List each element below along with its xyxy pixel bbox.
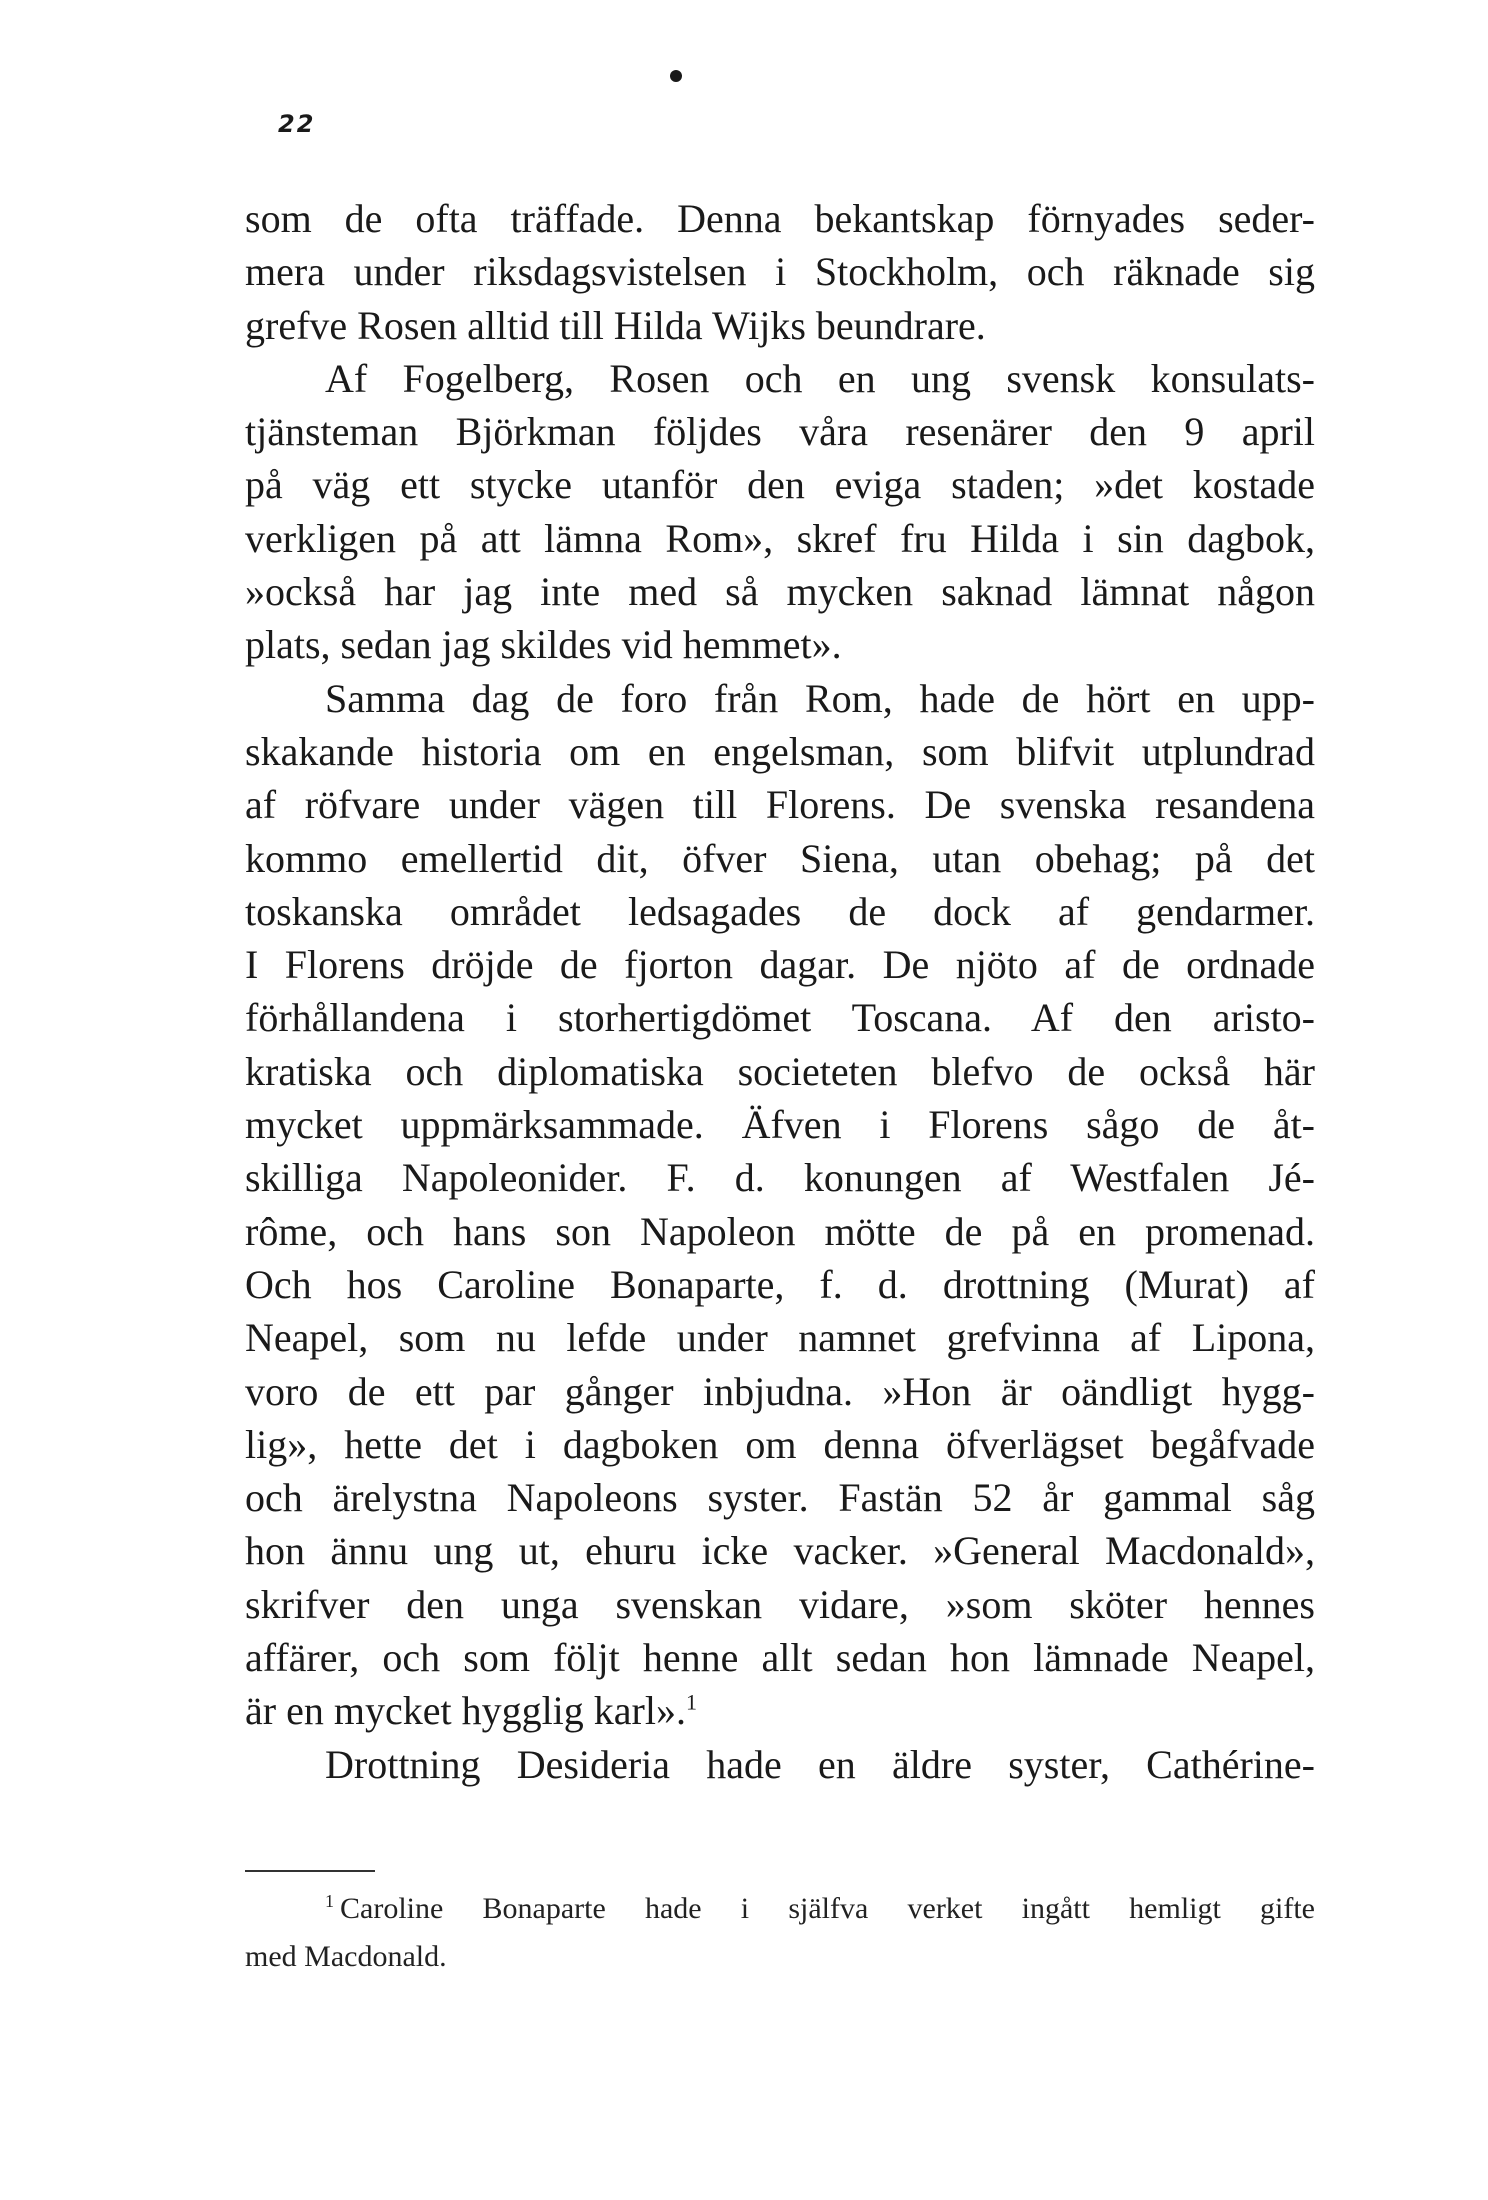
text-line: I Florens dröjde de fjorton dagar. De njöto af de ordnade <box>245 942 1315 988</box>
text-line: kratiska och diplomatiska societeten blefvo de också här <box>245 1048 1315 1094</box>
text-line: toskanska området ledsagades de dock af gendarmer. <box>245 888 1315 934</box>
ink-dot <box>670 70 682 82</box>
text-line: mycket uppmärksammade. Äfven i Florens sågo de åt- <box>245 1102 1315 1148</box>
footnote-reference: 1 <box>685 1689 697 1715</box>
text-line-content: är en mycket hygglig karl». <box>245 1688 686 1734</box>
text-line: som de ofta träffade. Denna bekantskap förnyades seder- <box>245 196 1315 241</box>
footnote-divider <box>245 1870 375 1872</box>
text-line: Af Fogelberg, Rosen och en ung svensk konsulats- <box>325 355 1315 401</box>
text-line: skilliga Napoleonider. F. d. konungen af Westfalen Jé- <box>245 1155 1315 1201</box>
text-line: affärer, och som följt henne allt sedan hon lämnade Neapel, <box>245 1635 1315 1681</box>
text-line: Och hos Caroline Bonaparte, f. d. drottning (Murat) af <box>245 1261 1315 1307</box>
text-line: Drottning Desideria hade en äldre syster, Cathérine- <box>325 1741 1315 1787</box>
text-line: rôme, och hans son Napoleon mötte de på en promenad. <box>245 1208 1315 1254</box>
page-number: 22 <box>278 110 316 138</box>
text-line: lig», hette det i dagboken om denna öfverlägset begåfvade <box>245 1421 1315 1467</box>
text-line: tjänsteman Björkman följdes våra resenärer den 9 april <box>245 409 1315 455</box>
text-line: och ärelystna Napoleons syster. Fastän 52 år gammal såg <box>245 1475 1315 1521</box>
footnote-line <box>245 1885 1315 1933</box>
text-line: mera under riksdagsvistelsen i Stockholm, och räknade sig <box>245 249 1315 295</box>
text-line: skakande historia om en engelsman, som blifvit utplundrad <box>245 728 1315 774</box>
text-line-with-footnote-ref <box>245 1684 1315 1737</box>
footnote <box>245 1885 1315 1981</box>
text-line: verkligen på att lämna Rom», skref fru Hilda i sin dagbok, <box>245 515 1315 561</box>
text-line: voro de ett par gånger inbjudna. »Hon är oändligt hygg- <box>245 1368 1315 1414</box>
body-text <box>245 192 1315 1791</box>
text-line: plats, sedan jag skildes vid hemmet». <box>245 622 842 668</box>
footnote-text: Caroline Bonaparte hade i själfva verket ingått hemligt gifte <box>340 1892 1315 1925</box>
text-line: kommo emellertid dit, öfver Siena, utan obehag; på det <box>245 835 1315 881</box>
text-line: på väg ett stycke utanför den eviga staden; »det kostade <box>245 462 1315 508</box>
text-line: hon ännu ung ut, ehuru icke vacker. »General Macdonald», <box>245 1528 1315 1574</box>
text-line: Samma dag de foro från Rom, hade de hört en upp- <box>325 675 1315 721</box>
text-line: förhållandena i storhertigdömet Toscana. Af den aristo- <box>245 995 1315 1041</box>
text-line: »också har jag inte med så mycken saknad lämnat någon <box>245 569 1315 615</box>
text-line: Neapel, som nu lefde under namnet grefvinna af Lipona, <box>245 1315 1315 1361</box>
text-line: af röfvare under vägen till Florens. De svenska resandena <box>245 782 1315 828</box>
text-line: skrifver den unga svenskan vidare, »som sköter hennes <box>245 1581 1315 1627</box>
text-line: grefve Rosen alltid till Hilda Wijks beundrare. <box>245 302 986 348</box>
footnote-mark: 1 <box>325 1891 334 1911</box>
footnote-line: med Macdonald. <box>245 1940 447 1973</box>
